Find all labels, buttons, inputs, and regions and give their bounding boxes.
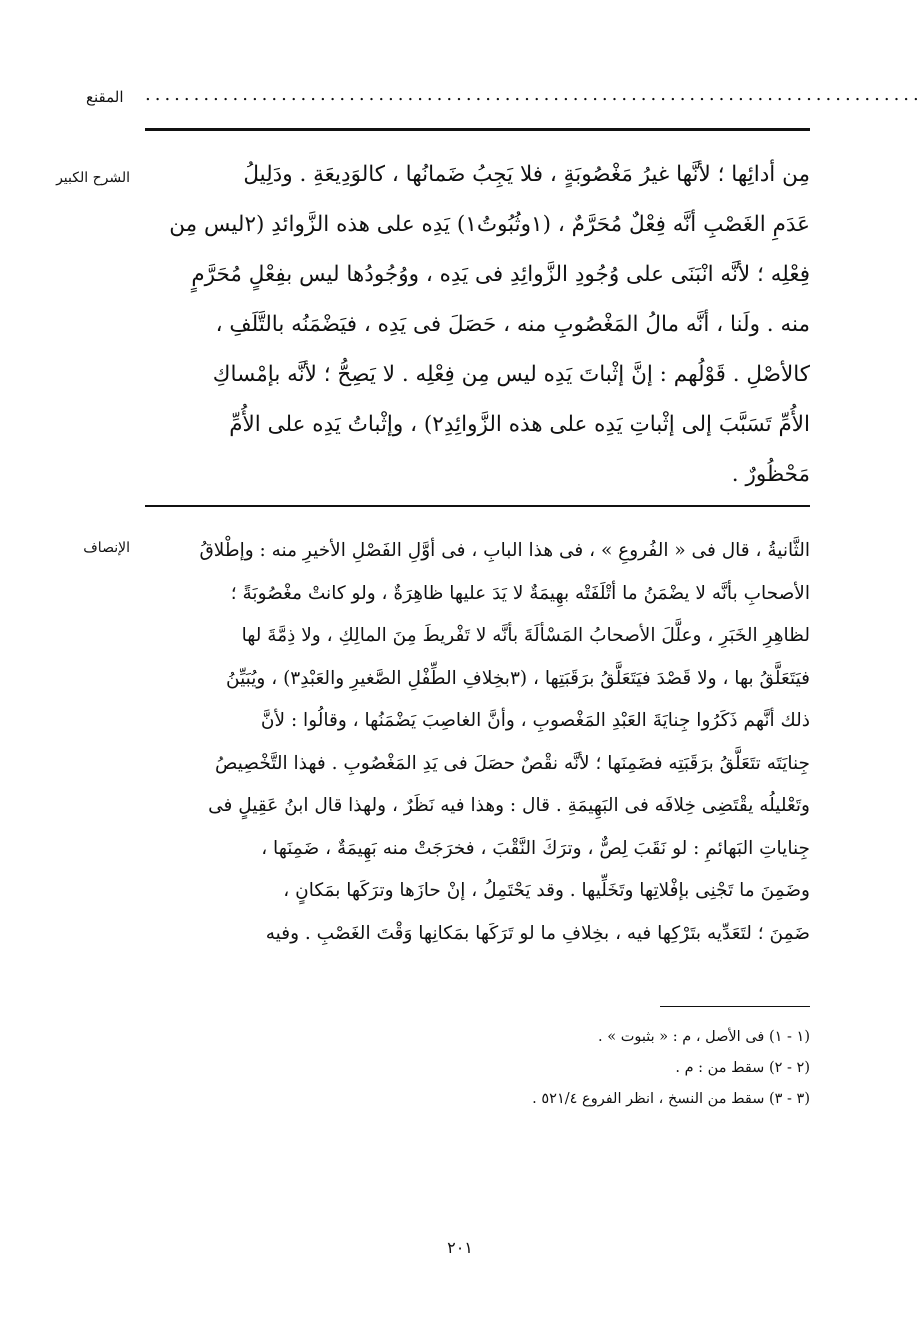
insaf-line: ضَمِنَ ؛ لتَعَدِّيه بتَرْكِها فيه ، بخِلافِ ما لو تَرَكَها بمَكانِها وَقْتَ الغَصْبِ . وفيه <box>265 922 810 944</box>
insaf-line: وضَمِنَ ما تَجْنِى بإفْلاتِها وتَخَلِّيها . وقد يَحْتَمِلُ ، إنْ حازَها وترَكَها بمَكانٍ ، <box>283 880 810 901</box>
side-label-insaf: الإنصاف <box>83 540 130 556</box>
footnote: (٢ - ٢) سقط من : م . <box>675 1060 810 1076</box>
footnotes <box>420 1022 810 1115</box>
sharh-text-block <box>145 150 810 500</box>
sharh-line: عَدَمِ الغَصْبِ أنَّه فِعْلٌ مُحَرَّمٌ ، (١وثُبُوتُ١) يَدِه على هذه الزَّوائدِ (٢ليس مِن <box>169 212 810 237</box>
header-dotted-leader: ................................................................................ <box>145 84 923 105</box>
footnote: (٣ - ٣) سقط من النسخ ، انظر الفروع ٥٢١/٤ . <box>532 1091 810 1107</box>
header-rule <box>145 128 810 131</box>
section-divider <box>145 505 810 507</box>
insaf-text-block <box>145 530 810 955</box>
page-number: ٢٠١ <box>447 1238 473 1257</box>
sharh-line: فِعْلِه ؛ لأنَّه انْبَنَى على وُجُودِ الزَّوائِدِ فى يَدِه ، ووُجُودُها ليس بفِعْلٍ مُحَرَّمٍ <box>191 262 810 287</box>
footnote-rule <box>660 1006 810 1007</box>
insaf-line: لظاهِرِ الخَبَرِ ، وعلَّلَ الأصحابُ المَسْألَةَ بأنَّه لا تَفْريطَ مِنَ المالِكِ ، ولا ذِمَّةَ لها <box>241 625 810 646</box>
side-label-sharh: الشرح الكبير <box>56 170 130 186</box>
insaf-line: وتَعْليلُه يقْتَضِى خِلافَه فى البَهِيمَةِ . قال : وهذا فيه نَظَرٌ ، ولهذا قال ابنُ عَقِيلٍ فى <box>208 795 810 816</box>
insaf-line: الأصحابِ بأنَّه لا يضْمَنُ ما أتْلَفَتْه بهِيمَةٌ لا يَدَ عليها ظاهِرَةٌ ، ولو كانتْ مغْصُوبَةً ؛ <box>230 582 810 604</box>
sharh-line: الأُمِّ تَسَبَّبَ إلى إثْباتِ يَدِه على هذه الزَّوائِدِ٢) ، وإثْباتُ يَدِه على الأُمِّ <box>229 412 810 437</box>
sharh-line: كالأصْلِ . قَوْلُهم : إنَّ إثْباتَ يَدِه ليس مِن فِعْلِه . لا يَصِحُّ ؛ لأنَّه بإمْساكِ <box>212 362 810 387</box>
insaf-line: ذلك أنَّهم ذَكَرُوا جِنايَةَ العَبْدِ المَغْصوبِ ، وأنَّ الغاصِبَ يَضْمَنُها ، وقالُوا : لأنَّ <box>260 710 810 731</box>
insaf-line: جِناياتِ البَهائمِ : لو نَقَبَ لِصٌّ ، وترَكَ النَّقْبَ ، فخرَجَتْ منه بَهِيمَةٌ ، ضَمِنَها ، <box>261 837 810 859</box>
running-title: المقنع <box>86 88 124 106</box>
sharh-line: منه . ولَنا ، أنَّه مالُ المَغْصُوبِ منه ، حَصَلَ فى يَدِه ، فيَضْمَنُه بالتَّلَفِ ، <box>215 312 810 337</box>
sharh-line: مِن أدائِها ؛ لأنَّها غيرُ مَغْصُوبَةٍ ، فلا يَجِبُ ضَمانُها ، كالوَدِيعَةِ . ودَلِيلُ <box>243 162 810 187</box>
footnote: (١ - ١) فى الأصل ، م : « بثبوت » . <box>598 1029 810 1045</box>
insaf-line: فيَتَعَلَّقُ بها ، ولا قَصْدَ فيَتَعَلَّقُ برَقَبَتِها ، (٣بخِلافِ الطِّفْلِ الصَّغيرِ والعَبْدِ٣) ، ويُبَيِّنُ <box>226 667 810 689</box>
insaf-line: جِنايَتَه تتَعَلَّقُ برَقَبَتِه فضَمِنَها ؛ لأنَّه نقْصٌ حصَلَ فى يَدِ المَغْصُوبِ . فهذا التَّخْصِيصُ <box>215 752 810 774</box>
insaf-line: الثَّانيةُ ، قال فى « الفُروعِ » ، فى هذا البابِ ، فى أوَّلِ الفَصْلِ الأخيرِ منه : وإطْلاقُ <box>199 540 810 561</box>
sharh-line: مَحْظُورٌ . <box>731 462 810 487</box>
